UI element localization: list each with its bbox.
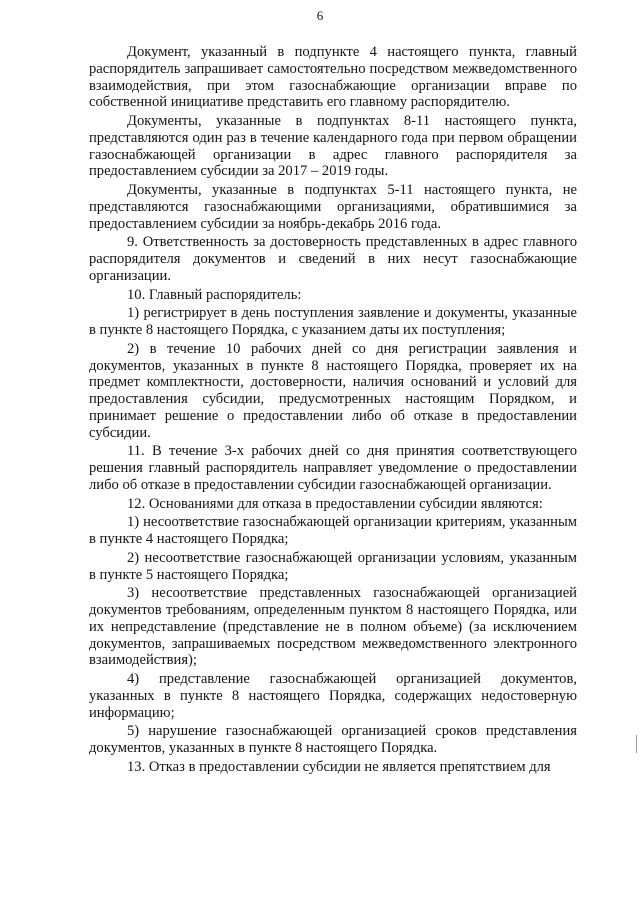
paragraph: 1) несоответствие газоснабжающей организации критериям, указанным в пункте 4 настоящего Порядка; — [89, 514, 577, 547]
paragraph: 3) несоответствие представленных газоснабжающей организацией документов требованиям, определенным пунктом 8 настоящего Порядка, или их непредставление (представление не в полном объеме) (за исключением документов, запрашиваемых посредством межведомственного электронного взаимодействия); — [89, 585, 577, 669]
scan-edge-mark — [636, 735, 637, 753]
paragraph: 5) нарушение газоснабжающей организацией сроков представления документов, указанных в пункте 8 настоящего Порядка. — [89, 723, 577, 756]
paragraph: 2) в течение 10 рабочих дней со дня регистрации заявления и документов, указанных в пункте 8 настоящего Порядка, проверяет их на предмет комплектности, достоверности, наличия оснований и условий для предоставления субсидии, предусмотренных настоящим Порядком, и принимает решение о предоставлении либо об отказе в предоставлении субсидии. — [89, 340, 577, 441]
paragraph: Документы, указанные в подпунктах 8-11 настоящего пункта, представляются один раз в течение календарного года при первом обращении газоснабжающей организации в адрес главного распорядителя за предоставлением субсидии за 2017 – 2019 годы. — [89, 113, 577, 180]
paragraph: Документы, указанные в подпунктах 5-11 настоящего пункта, не представляются газоснабжающими организациями, обратившимися за предоставлением субсидии за ноябрь-декабрь 2016 года. — [89, 182, 577, 232]
paragraph: 12. Основаниями для отказа в предоставлении субсидии являются: — [127, 495, 543, 512]
paragraph: 10. Главный распорядитель: — [127, 286, 302, 303]
paragraph: Документ, указанный в подпункте 4 настоящего пункта, главный распорядитель запрашивает самостоятельно посредством межведомственного взаимодействия, при этом газоснабжающие организации вправе по собственной инициативе представить его главному распорядителю. — [89, 44, 577, 111]
page-number: 6 — [316, 8, 324, 23]
document-body — [89, 44, 577, 778]
paragraph: 13. Отказ в предоставлении субсидии не является препятствием для — [127, 758, 551, 775]
paragraph: 1) регистрирует в день поступления заявление и документы, указанные в пункте 8 настоящего Порядка, с указанием даты их поступления; — [89, 305, 577, 338]
paragraph: 4) представление газоснабжающей организацией документов, указанных в пункте 8 настоящего Порядка, содержащих недостоверную информацию; — [89, 671, 577, 721]
paragraph: 2) несоответствие газоснабжающей организации условиям, указанным в пункте 5 настоящего Порядка; — [89, 549, 577, 583]
paragraph: 9. Ответственность за достоверность представленных в адрес главного распорядителя документов и сведений в них несут газоснабжающие организации. — [89, 234, 577, 284]
paragraph: 11. В течение 3-х рабочих дней со дня принятия соответствующего решения главный распорядитель направляет уведомление о предоставлении либо об отказе в предоставлении субсидии газоснабжающей организации. — [89, 443, 577, 493]
